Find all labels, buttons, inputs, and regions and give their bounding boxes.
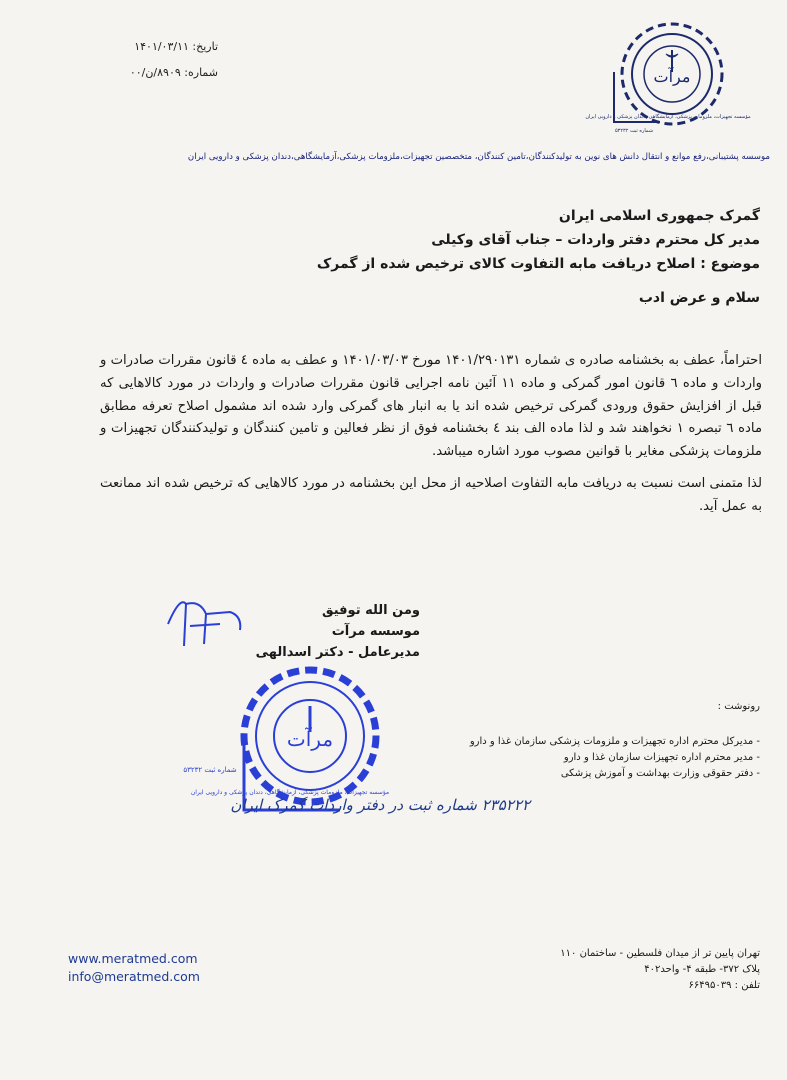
signature-block bbox=[220, 600, 420, 663]
cc-list bbox=[400, 734, 760, 782]
stamp-caption: مؤسسه تجهیزات، ملزومات پزشکی، آزمایشگاهی، دندان پزشکی و دارویی ایران bbox=[190, 789, 390, 796]
email-link[interactable]: info@meratmed.com bbox=[68, 969, 200, 984]
number-label: شماره: bbox=[184, 66, 218, 79]
addressee-person: مدیر کل محترم دفتر واردات – جناب آقای وکیلی bbox=[431, 232, 760, 248]
company-logo bbox=[585, 16, 751, 136]
addressee-block bbox=[300, 204, 760, 276]
date-value: ۱۴۰۱/۰۳/۱۱ bbox=[134, 40, 189, 53]
cc-item: - مدیرکل محترم اداره تجهیزات و ملزومات پزشکی سازمان غذا و دارو bbox=[469, 736, 760, 747]
gear-logo-icon bbox=[585, 16, 751, 136]
number-value: ۸۹۰۹/ن/۰۰ bbox=[129, 66, 181, 79]
greeting: سلام و عرض ادب bbox=[638, 290, 760, 306]
address-line-1: تهران پایین تر از میدان فلسطین - ساختمان ۱۱۰ bbox=[560, 948, 760, 959]
date-label: تاریخ: bbox=[192, 40, 218, 53]
subject-line: موضوع : اصلاح دریافت مابه التفاوت کالای ترخیص شده از گمرک bbox=[316, 256, 760, 272]
letter-meta bbox=[108, 34, 218, 86]
signatory-title: مدیرعامل - دکتر اسدالهی bbox=[255, 645, 420, 660]
phone-line: تلفن : ۶۶۴۹۵۰۳۹ bbox=[688, 980, 760, 991]
signatory-org: موسسه مرآت bbox=[331, 624, 420, 639]
logo-caption: مؤسسه تجهیزات، ملزومات پزشکی، آزمایشگاهی، دندان پزشکی و دارویی ایران bbox=[585, 114, 751, 120]
cc-title: رونوشت : bbox=[717, 701, 760, 712]
address-line-2: پلاک ۳۷۲- طبقه ۴- واحد۴۰۲ bbox=[644, 964, 760, 975]
handwritten-registration-note: ۲۳۵۲۲۲ شماره ثبت در دفتر واردات گمرک ایران bbox=[230, 796, 530, 814]
logo-text: مرآت bbox=[653, 67, 691, 86]
footer-address bbox=[440, 946, 760, 994]
addressee-org: گمرک جمهوری اسلامی ایران bbox=[558, 208, 760, 224]
website-link[interactable]: www.meratmed.com bbox=[68, 951, 198, 966]
cc-item: - مدیر محترم اداره تجهیزات سازمان غذا و دارو bbox=[563, 752, 760, 763]
body-paragraph-2: لذا متمنی است نسبت به دریافت مابه التفاوت اصلاحیه از محل این بخشنامه در مورد کالاهایی که ترخیص شده اند ممانعت به عمل آید. bbox=[100, 475, 762, 514]
number-row bbox=[108, 60, 218, 86]
letter-body bbox=[100, 350, 762, 528]
footer-contacts bbox=[68, 950, 268, 986]
company-tagline: موسسه پشتیبانی،رفع موانع و انتقال دانش های نوین به تولیدکنندگان،تامین کنندگان، متخصصین تجهیزات،ملزومات پزشکی،آزمایشگاهی،دندان پزشکی و دارویی ایران bbox=[187, 152, 770, 162]
cc-item: - دفتر حقوقی وزارت بهداشت و آموزش پزشکی bbox=[560, 768, 760, 779]
stamp-text: مرآت bbox=[286, 727, 334, 751]
body-paragraph-1: احتراماً، عطف به بخشنامه صادره ی شماره ۱۴۰۱/۲۹۰۱۳۱ مورخ ۱۴۰۱/۰۳/۰۳ و عطف به ماده ٤ قانون مقررات صادرات و واردات و ماده ٦ قانون امور گمرکی و ماده ۱۱ آئین نامه اجرایی قانون مقررات صادرات و واردات در مورد کالاهایی که قبل از افزایش حقوق ورودی گمرکی ترخیص شده اند یا به انبار های گمرکی وارد شده اند مشمول اصلاح تعرفه مطابق ماده ٦ تبصره ۱ نخواهند شد و لذا ماده الف بند ٤ بخشنامه فوق از نظر فعالین و تامین کنندگان و تولیدکنندگان تجهیزات و ملزومات پزشکی مغایر با قوانین مصوب مورد اشاره میباشد. bbox=[100, 353, 763, 460]
closing-phrase: ومن الله توفیق bbox=[322, 603, 420, 618]
logo-reg: شماره ثبت ۵۳۲۳۲ bbox=[614, 128, 654, 134]
stamp-reg: شماره ثبت ۵۳۲۳۲ bbox=[183, 766, 237, 774]
date-row bbox=[108, 34, 218, 60]
